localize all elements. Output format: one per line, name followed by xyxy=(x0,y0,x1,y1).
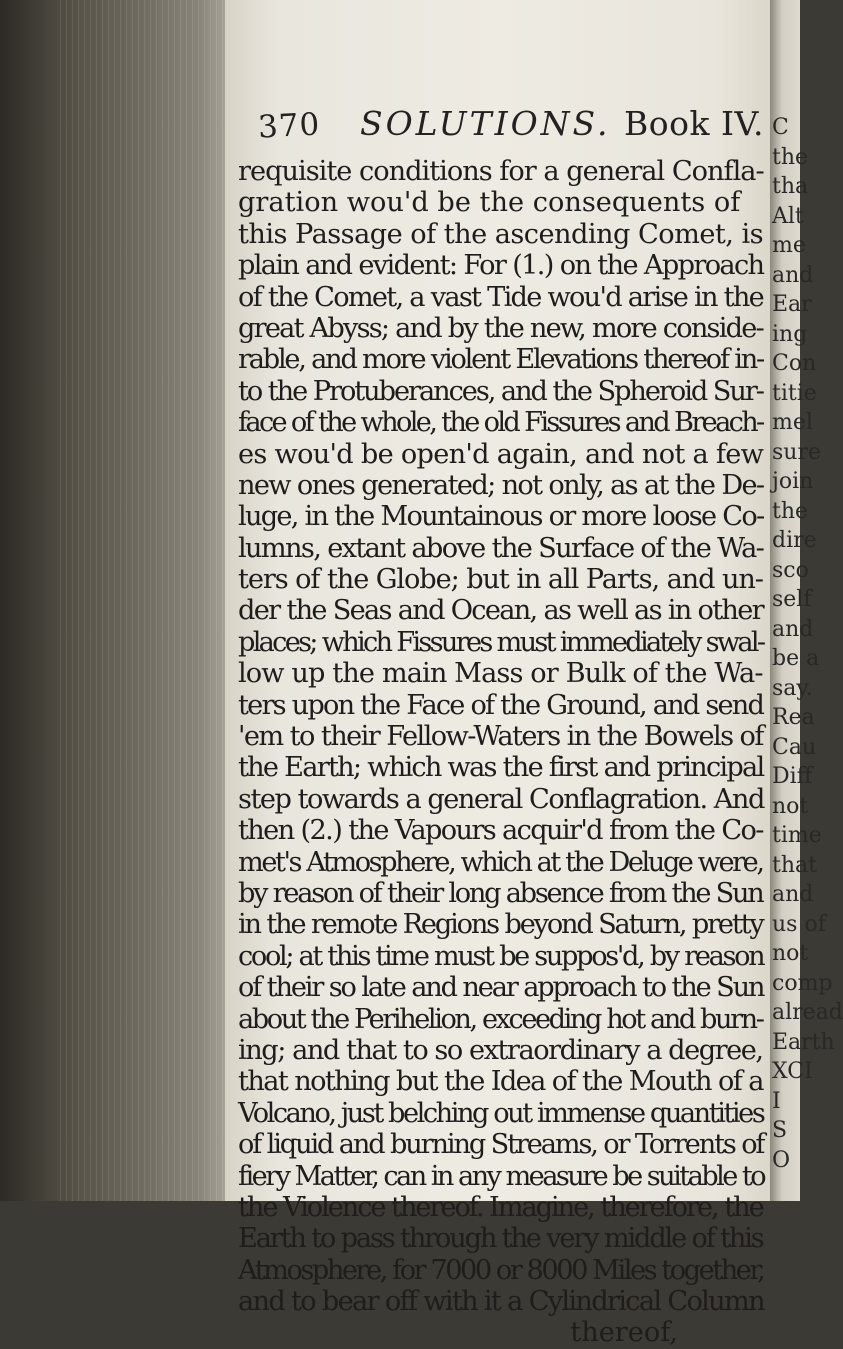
facing-page-fragment: Cau xyxy=(772,734,817,760)
facing-page-fragment: not xyxy=(772,941,809,966)
text-line: lumns, extant above the Surface of the Wa- xyxy=(238,532,764,564)
text-line: low up the main Mass or Bulk of the Wa- xyxy=(238,658,763,690)
facing-page-fragment: and xyxy=(772,262,814,288)
text-line: cool; at this time must be suppos'd, by reason xyxy=(238,940,764,972)
facing-page-fragment: C xyxy=(772,115,789,140)
text-line: met's Atmosphere, which at the Deluge were, xyxy=(238,846,763,878)
facing-page-fragment: sco xyxy=(772,557,809,583)
text-line: plain and evident: For (1.) on the Approach xyxy=(238,250,764,282)
text-line: that nothing but the Idea of the Mouth of a xyxy=(238,1066,763,1098)
facing-page-fragment: XCI xyxy=(772,1059,813,1084)
text-line: of liquid and burning Streams, or Torrents of xyxy=(238,1129,764,1161)
facing-page-fragment: us of xyxy=(772,911,826,937)
facing-page-fragment: and xyxy=(772,616,814,642)
facing-page-fragment: not xyxy=(772,793,809,819)
text-line: rable, and more violent Elevations thereof in- xyxy=(238,344,763,376)
text-line: der the Seas and Ocean, as well as in other xyxy=(238,595,763,627)
text-line: Earth to pass through the very middle of this xyxy=(238,1223,763,1255)
facing-page-fragment: that xyxy=(772,852,817,878)
text-line: 'em to their Fellow-Waters in the Bowels of xyxy=(238,721,763,753)
text-line: new ones generated; not only, as at the De- xyxy=(238,469,764,501)
text-line: in the remote Regions beyond Saturn, pretty xyxy=(238,909,763,941)
text-line: the Earth; which was the first and principal xyxy=(238,752,764,784)
facing-page-fragment: comp xyxy=(772,970,833,996)
facing-page-fragment: Earth xyxy=(772,1029,835,1055)
facing-page-fragment: join xyxy=(772,469,814,494)
facing-page-fragment: Con xyxy=(772,351,817,376)
facing-page-fragment: self xyxy=(772,587,812,612)
text-line: this Passage of the ascending Comet, is xyxy=(238,218,764,250)
text-line: the Violence thereof. Imagine, therefore, the xyxy=(238,1191,763,1223)
facing-page-fragment: O xyxy=(772,1147,791,1173)
facing-page-fragment: ing xyxy=(772,321,808,347)
text-line: es wou'd be open'd again, and not a few xyxy=(238,438,764,470)
facing-page-fragment: me xyxy=(772,233,806,258)
facing-page-fragment: Diff xyxy=(772,764,813,789)
text-line: Volcano, just belching out immense quantities xyxy=(238,1097,764,1129)
text-line: of the Comet, a vast Tide wou'd arise in the xyxy=(238,281,764,313)
text-line: great Abyss; and by the new, more conside- xyxy=(238,312,763,344)
text-line: Atmosphere, for 7000 or 8000 Miles together, xyxy=(238,1254,764,1286)
facing-page-fragment: Alt xyxy=(772,203,804,229)
page-leaves xyxy=(60,0,230,1201)
facing-page-fragment: say. xyxy=(772,675,813,701)
text-line: then (2.) the Vapours acquir'd from the Co- xyxy=(238,815,763,847)
facing-page-fragment: mel xyxy=(772,410,813,435)
facing-page-fragment: Ear xyxy=(772,292,812,317)
text-line: by reason of their long absence from the Sun xyxy=(238,877,763,909)
text-line: face of the whole, the old Fissures and Breach- xyxy=(238,407,763,439)
facing-page-fragment: the xyxy=(772,144,809,170)
text-line: requisite conditions for a general Confla- xyxy=(238,156,764,187)
text-line: to the Protuberances, and the Spheroid Sur- xyxy=(238,375,763,407)
facing-page-fragment: I xyxy=(772,1088,781,1114)
text-line: places; which Fissures must immediately swal- xyxy=(238,626,764,658)
text-line: about the Perihelion, exceeding hot and burn- xyxy=(238,1003,763,1035)
facing-page-fragment: alread xyxy=(772,1000,843,1025)
text-line: fiery Matter, can in any measure be suitable to xyxy=(238,1160,765,1192)
page-number: 370 xyxy=(257,106,322,146)
facing-page-fragment: be a xyxy=(772,646,820,671)
facing-page-fragment: sure xyxy=(772,439,821,465)
text-line: ters upon the Face of the Ground, and send xyxy=(238,689,764,721)
text-line: step towards a general Conflagration. And xyxy=(238,783,764,815)
facing-page-fragment: Rea xyxy=(772,705,815,730)
facing-page-fragment: tha xyxy=(772,174,809,199)
running-head xyxy=(360,104,764,143)
text-line: ing; and that to so extraordinary a degree, xyxy=(238,1034,763,1066)
book-label: Book IV. xyxy=(623,104,765,143)
facing-page-fragment: and xyxy=(772,882,814,907)
facing-page-fragment: titie xyxy=(772,380,817,406)
text-line: luge, in the Mountainous or more loose Co- xyxy=(238,501,764,533)
facing-page-fragment: the xyxy=(772,498,809,524)
text-line: gration wou'd be the consequents of xyxy=(238,187,741,219)
text-line: ters of the Globe; but in all Parts, and un- xyxy=(238,564,763,596)
book-gutter xyxy=(0,0,235,1201)
catchword: thereof, xyxy=(570,1317,678,1349)
running-head-title: SOLUTIONS. xyxy=(360,104,611,143)
text-line: and to bear off with it a Cylindrical Column xyxy=(238,1286,764,1318)
facing-page-fragment: dire xyxy=(772,528,817,553)
facing-page-fragment: time xyxy=(772,823,822,848)
facing-page-edge xyxy=(770,0,843,1201)
body-text xyxy=(238,156,763,1349)
text-line: of their so late and near approach to the Sun xyxy=(238,972,764,1004)
facing-page-fragment: S xyxy=(772,1118,788,1143)
